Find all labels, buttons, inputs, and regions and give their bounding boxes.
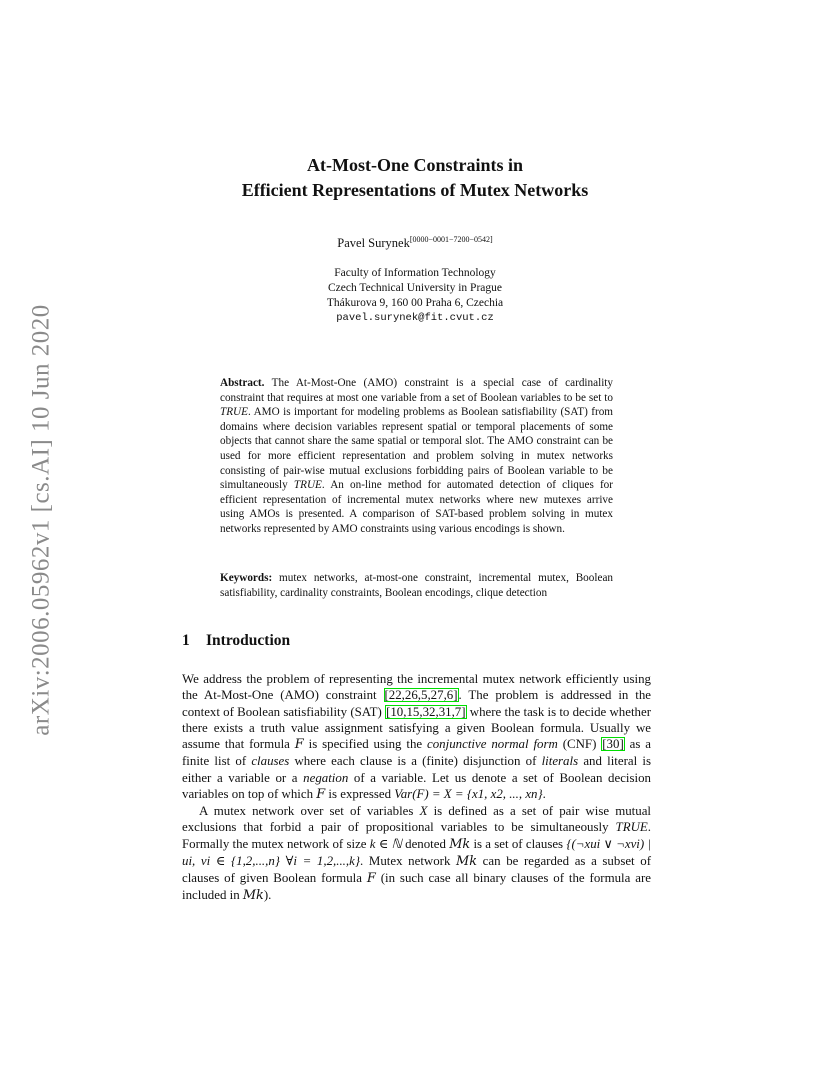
section-heading [182, 632, 290, 650]
arxiv-identifier: arXiv:2006.05962v1 [cs.AI] 10 Jun 2020 [28, 304, 56, 736]
emphasis-cnf: conjunctive normal form [427, 737, 558, 751]
math-clause-set: {(¬xui ∨ ¬xvi) | ui, vi ∈ {1,2,...,n} ∀i = 1,2,...,k} [182, 836, 651, 868]
author-name: Pavel Surynek [337, 236, 410, 250]
mutex-symbol: Mk [449, 836, 471, 852]
mutex-symbol: Mk [456, 853, 478, 869]
citation-link[interactable]: [10,15,32,31,7] [386, 704, 466, 719]
mutex-symbol: Mk [242, 888, 264, 904]
title-line-1: At-Most-One Constraints in [307, 155, 523, 175]
citation-link[interactable]: [22,26,5,27,6] [384, 688, 458, 703]
citation-link[interactable]: [30] [602, 737, 624, 751]
formula-symbol: F [366, 871, 376, 886]
p1-text: where the task is to decide whether there exists a truth value assignment satisfying a given Boolean formula. Usually we assume that formula [182, 704, 651, 751]
affiliation-line-2: Czech Technical University in Prague [328, 282, 502, 294]
paper-title [160, 153, 670, 203]
author-orcid: [0000−0001−7200−0542] [409, 235, 493, 244]
abstract-text-3: . An on-line method for automated detection of cliques for efficient representation of incremental mutex networks where new mutexes arrive using AMOs is presented. A comparison of SAT-based problem solving in mutex networks represented by AMO constraints using various encodings is shown. [220, 479, 614, 535]
p1-text: . [542, 786, 546, 801]
keywords-text: mutex networks, at-most-one constraint, incremental mutex, Boolean satisfiability, cardinality constraints, Boolean encodings, clique detection [220, 572, 613, 599]
paragraph-1 [182, 671, 651, 803]
p2-text: . Mutex network [360, 853, 457, 868]
arxiv-side-stamp [22, 280, 62, 760]
formula-symbol: F [294, 737, 304, 752]
p2-text: denoted [401, 836, 450, 851]
p2-text: is defined as a set of pair wise mutual exclusions that forbid a pair of propositional variables to be simultaneously [182, 804, 652, 835]
section-title: Introduction [206, 632, 291, 649]
p2-text: is a set of clauses [470, 836, 567, 851]
abstract-text-1: The At-Most-One (AMO) constraint is a special case of cardinality constraint that requires at most one variable from a set of Boolean variables to be set to [220, 377, 613, 404]
abstract-true-1: TRUE [220, 406, 248, 419]
p1-text: where each clause is a (finite) disjunction of [289, 754, 542, 769]
p1-text: We address the problem of representing the incremental mutex network efficiently using the At-Most-One (AMO) constraint [182, 672, 651, 703]
keywords [220, 571, 613, 600]
p2-text: (in such case all binary clauses of the formula are included in [182, 871, 651, 903]
author-line [160, 235, 670, 251]
introduction-body [182, 671, 651, 905]
paragraph-2 [182, 803, 651, 905]
p1-text: is expressed [325, 786, 395, 801]
p1-text: and literal is either a variable or a [182, 754, 651, 785]
math-x: X [419, 804, 428, 818]
emphasis-true: TRUE [615, 820, 648, 835]
affiliation-line-1: Faculty of Information Technology [334, 267, 496, 279]
abstract-text-2: . AMO is important for modeling problems as Boolean satisfiability (SAT) from domains where decision variables represent spatial or temporal placements of some objects that cannot share the same spatial or temporal slot. The AMO constraint can be used for more efficient representation and problem solving in mutex networks consisting of pair-wise mutual exclusions forbidding pairs of Boolean variable to be simultaneously [220, 406, 613, 492]
affiliation-block [160, 266, 670, 326]
p1-text: as a finite list of [182, 737, 651, 769]
abstract-label: Abstract. [220, 377, 265, 389]
affiliation-line-3: Thákurova 9, 160 00 Praha 6, Czechia [326, 297, 504, 309]
p1-text: (CNF) [557, 737, 602, 751]
author-email[interactable]: pavel.surynek@fit.cvut.cz [336, 312, 494, 324]
abstract [220, 376, 613, 537]
keywords-label: Keywords: [220, 572, 273, 584]
p1-text: . The problem is addressed in the context of Boolean satisfiability (SAT) [182, 688, 651, 719]
p1-text: is specified using the [303, 737, 428, 751]
p2-text: A mutex network over set of variables [199, 804, 420, 818]
section-number: 1 [182, 632, 190, 649]
math-k: k ∈ ℕ [369, 836, 402, 851]
math-variable-set: Var(F) = X = {x1, x2, ..., xn} [394, 786, 543, 801]
p2-text: . Formally the mutex network of size [182, 820, 651, 851]
formula-symbol: F [316, 786, 326, 802]
abstract-true-2: TRUE [293, 479, 322, 492]
emphasis-literals: literals [541, 754, 579, 769]
p2-text: can be regarded as a subset of clauses of given Boolean formula [182, 853, 652, 885]
emphasis-clauses: clauses [251, 754, 290, 769]
p1-text: of a variable. Let us denote a set of Boolean decision variables on top of which [182, 770, 652, 801]
emphasis-negation: negation [303, 770, 349, 785]
p2-text: ). [263, 888, 272, 903]
title-line-2: Efficient Representations of Mutex Networks [241, 180, 589, 200]
